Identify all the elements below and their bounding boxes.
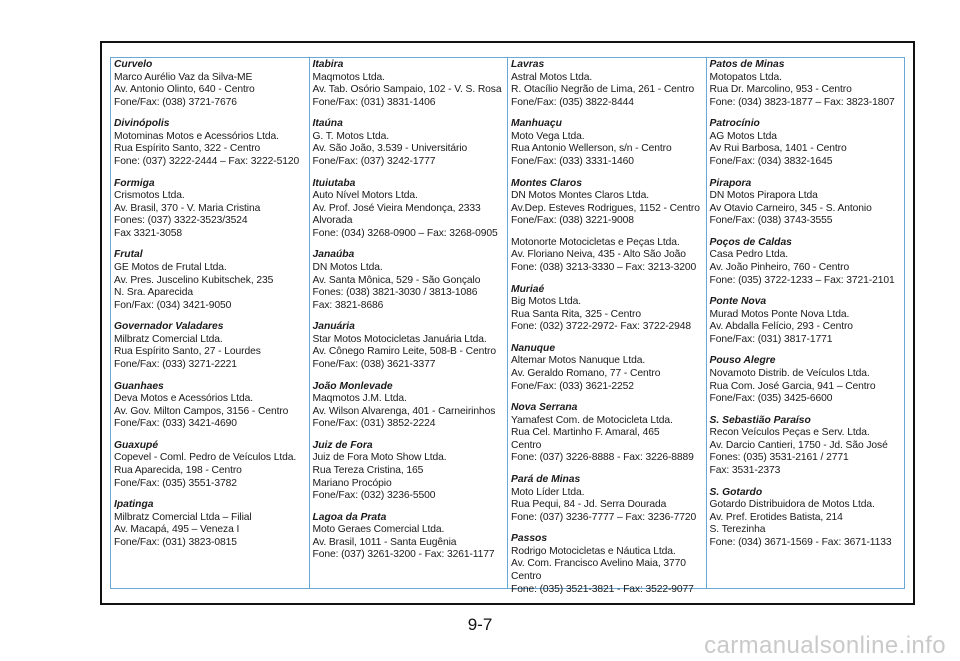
dealer-info-line: Fone/Fax: (032) 3236-5500 bbox=[312, 490, 436, 502]
city-name: Muriaé bbox=[511, 283, 545, 295]
dealer-info-line: Fone: (037) 3236-7777 – Fax: 3236-7720 bbox=[511, 511, 697, 523]
city-name: Ponte Nova bbox=[709, 296, 767, 308]
dealer-info-line: Fone: (032) 3722-2972- Fax: 3722-2948 bbox=[511, 321, 692, 333]
dealer-info-line: Fon/Fax: (034) 3421-9050 bbox=[114, 299, 232, 311]
dealer-info-line: Alvorada bbox=[312, 215, 353, 227]
dealer-info-line: Fone/Fax: (033) 3331-1460 bbox=[511, 155, 634, 167]
dealer-info-line: Astral Motos Ltda. bbox=[511, 71, 593, 83]
dealer-info-line: Av. Pres. Juscelino Kubitschek, 235 bbox=[114, 274, 274, 286]
dealer-entry bbox=[313, 178, 505, 241]
dealer-info-line: Moto Geraes Comercial Ltda. bbox=[312, 524, 445, 536]
dealer-info-line: Fone/Fax: (034) 3832-1645 bbox=[709, 155, 833, 167]
dealer-entry bbox=[114, 118, 306, 168]
dealer-info-line: Motominas Motos e Acessórios Ltda. bbox=[114, 130, 279, 142]
dealer-info-line: DN Motos Pirapora Ltda bbox=[709, 190, 818, 202]
dealer-info-line: Fone: (035) 3722-1233 – Fax: 3721-2101 bbox=[709, 274, 895, 286]
dealer-info-line: Av. Pref. Erotides Batista, 214 bbox=[709, 511, 843, 523]
dealer-info-line: Av. Floriano Neiva, 435 - Alto São João bbox=[511, 249, 686, 261]
dealer-entry bbox=[114, 381, 306, 431]
city-name: Montes Claros bbox=[511, 177, 582, 189]
dealer-info-line: Av. São João, 3.539 - Universitário bbox=[312, 143, 468, 155]
city-name: Frutal bbox=[114, 249, 143, 261]
city-name: Curvelo bbox=[114, 59, 153, 70]
dealer-entry bbox=[313, 321, 505, 371]
dealer-info-line: Fax: 3821-8686 bbox=[312, 299, 384, 311]
dealer-info-line: Yamafest Com. de Motocicleta Ltda. bbox=[511, 414, 673, 426]
dealer-info-line: Moto Líder Ltda. bbox=[511, 486, 585, 498]
watermark: carmanualsonline.info bbox=[704, 632, 946, 659]
dealer-info-line: Fone/Fax: (031) 3852-2224 bbox=[312, 418, 436, 430]
dealer-info-line: Av. Brasil, 1011 - Santa Eugênia bbox=[312, 536, 457, 548]
dealer-info-line: Av Otavio Carneiro, 345 - S. Antonio bbox=[709, 202, 872, 214]
city-name: Ipatinga bbox=[114, 499, 154, 511]
dealer-entry bbox=[114, 321, 306, 371]
dealer-info-line: Rua Espírito Santo, 27 - Lourdes bbox=[114, 346, 261, 358]
dealer-info-line: Fone/Fax: (038) 3721-7676 bbox=[114, 96, 237, 108]
dealer-info-line: Av. Abdalla Felício, 293 - Centro bbox=[709, 321, 853, 333]
dealer-info-line: Mariano Procópio bbox=[312, 477, 392, 489]
dealer-info-line: Motopatos Ltda. bbox=[709, 71, 782, 83]
city-name: S. Sebastião Paraíso bbox=[709, 414, 811, 426]
dealer-info-line: Fone: (035) 3521-3821 - Fax: 3522-9077 bbox=[511, 583, 694, 595]
dealer-entry bbox=[710, 118, 902, 168]
dealer-info-line: Milbratz Comercial Ltda – Filial bbox=[114, 511, 252, 523]
dealer-info-line: Fone: (034) 3823-1877 – Fax: 3823-1807 bbox=[709, 96, 895, 108]
dealer-column bbox=[110, 57, 310, 589]
dealer-info-line: Av. Macapá, 495 – Veneza I bbox=[114, 524, 240, 536]
dealer-info-line: Av. Brasil, 370 - V. Maria Cristina bbox=[114, 202, 261, 214]
dealer-entry bbox=[511, 402, 703, 465]
city-name: Itabira bbox=[312, 59, 344, 70]
dealer-info-line: Fones: (035) 3531-2161 / 2771 bbox=[709, 452, 849, 464]
dealer-info-line: Av. Gov. Milton Campos, 3156 - Centro bbox=[114, 405, 289, 417]
city-name: Governador Valadares bbox=[114, 321, 224, 333]
dealer-info-line: Fone: (034) 3268-0900 – Fax: 3268-0905 bbox=[312, 227, 498, 239]
dealer-entry bbox=[313, 118, 505, 168]
dealer-info-line: Fone/Fax: (033) 3621-2252 bbox=[511, 380, 634, 392]
dealer-info-line: Av.Dep. Esteves Rodrigues, 1152 - Centro bbox=[511, 202, 700, 214]
city-name: Guaxupé bbox=[114, 439, 159, 451]
dealer-info-line: Murad Motos Ponte Nova Ltda. bbox=[709, 308, 850, 320]
dealer-entry bbox=[710, 487, 902, 550]
dealer-info-line: Rua Antonio Wellerson, s/n - Centro bbox=[511, 143, 672, 155]
dealer-info-line: Rua Santa Rita, 325 - Centro bbox=[511, 308, 641, 320]
dealer-column bbox=[706, 57, 906, 589]
dealer-entry bbox=[313, 249, 505, 312]
city-name: Formiga bbox=[114, 177, 155, 189]
dealer-entry bbox=[114, 178, 306, 241]
dealer-entry bbox=[313, 512, 505, 562]
dealer-entry bbox=[313, 440, 505, 503]
dealer-info-line: Moto Vega Ltda. bbox=[511, 130, 585, 142]
dealer-info-line: Fone/Fax: (035) 3425-6600 bbox=[709, 393, 833, 405]
city-name: Patrocínio bbox=[709, 118, 760, 130]
dealer-entry bbox=[313, 59, 505, 109]
dealer-info-line: Fone/Fax: (031) 3823-0815 bbox=[114, 536, 237, 548]
dealer-info-line: Copevel - Coml. Pedro de Veículos Ltda. bbox=[114, 452, 297, 464]
dealer-info-line: Av. Prof. José Vieira Mendonça, 2333 bbox=[312, 202, 481, 214]
dealer-info-line: Novamoto Distrib. de Veículos Ltda. bbox=[709, 367, 870, 379]
dealer-info-line: Av. Cônego Ramiro Leite, 508-B - Centro bbox=[312, 346, 496, 358]
dealer-info-line: Fone: (038) 3213-3330 – Fax: 3213-3200 bbox=[511, 262, 697, 274]
dealer-info-line: Recon Veículos Peças e Serv. Ltda. bbox=[709, 427, 870, 439]
dealer-entry bbox=[710, 296, 902, 346]
dealer-info-line: Rodrigo Motocicletas e Náutica Ltda. bbox=[511, 545, 676, 557]
dealer-info-line: Av Rui Barbosa, 1401 - Centro bbox=[709, 143, 847, 155]
dealer-info-line: Fone/Fax: (035) 3822-8444 bbox=[511, 96, 634, 108]
dealer-info-line: R. Otacílio Negrão de Lima, 261 - Centro bbox=[511, 84, 695, 96]
dealer-info-line: Casa Pedro Ltda. bbox=[709, 249, 789, 261]
dealer-entry bbox=[511, 178, 703, 228]
dealer-entry bbox=[511, 474, 703, 524]
dealer-info-line: Fax: 3531-2373 bbox=[709, 464, 781, 476]
page-frame bbox=[100, 41, 915, 605]
dealer-entry bbox=[710, 59, 902, 109]
dealer-info-line: Fone: (037) 3222-2444 – Fax: 3222-5120 bbox=[114, 155, 300, 167]
dealer-info-line: Fone/Fax: (033) 3421-4690 bbox=[114, 418, 237, 430]
city-name: João Monlevade bbox=[312, 380, 393, 392]
dealer-entry bbox=[511, 59, 703, 109]
dealer-info-line: Fone/Fax: (031) 3831-1406 bbox=[312, 96, 436, 108]
city-name: Divinópolis bbox=[114, 118, 170, 130]
dealer-entry bbox=[710, 355, 902, 405]
dealer-column bbox=[309, 57, 509, 589]
city-name: Ituiutaba bbox=[312, 177, 356, 189]
dealer-info-line: Milbratz Comercial Ltda. bbox=[114, 333, 223, 345]
dealer-info-line: Motonorte Motocicletas e Peças Ltda. bbox=[511, 236, 680, 248]
dealer-info-line: Fone/Fax: (033) 3271-2221 bbox=[114, 359, 237, 370]
city-name: Januária bbox=[312, 321, 355, 333]
dealer-entry bbox=[710, 178, 902, 228]
dealer-info-line: Rua Dr. Marcolino, 953 - Centro bbox=[709, 84, 852, 96]
dealer-info-line: Altemar Motos Nanuque Ltda. bbox=[511, 355, 646, 367]
dealer-entry bbox=[114, 440, 306, 490]
dealer-info-line: Centro bbox=[511, 571, 542, 583]
city-name: Patos de Minas bbox=[709, 59, 785, 70]
dealer-info-line: Auto Nível Motors Ltda. bbox=[312, 190, 418, 202]
city-name: Passos bbox=[511, 533, 548, 545]
city-name: S. Gotardo bbox=[709, 486, 763, 498]
dealer-info-line: Av. Darcio Cantieri, 1750 - Jd. São José bbox=[709, 439, 888, 451]
dealer-info-line: Av. Antonio Olinto, 640 - Centro bbox=[114, 84, 255, 96]
dealer-entry bbox=[710, 415, 902, 478]
dealer-info-line: Star Motos Motocicletas Januária Ltda. bbox=[312, 333, 487, 345]
dealer-info-line: G. T. Motos Ltda. bbox=[312, 130, 390, 142]
dealer-info-line: DN Motos Ltda. bbox=[312, 261, 383, 273]
dealer-info-line: Fone: (037) 3226-8888 - Fax: 3226-8889 bbox=[511, 452, 694, 464]
dealer-entry bbox=[511, 118, 703, 168]
dealer-info-line: Juiz de Fora Moto Show Ltda. bbox=[312, 452, 447, 464]
dealer-info-line: Marco Aurélio Vaz da Silva-ME bbox=[114, 71, 253, 83]
dealer-info-line: Fone/Fax: (035) 3551-3782 bbox=[114, 477, 237, 489]
dealer-info-line: Maqmotos Ltda. bbox=[312, 71, 385, 83]
city-name: Poços de Caldas bbox=[709, 236, 792, 248]
dealer-entry bbox=[511, 237, 703, 275]
dealer-info-line: Fone: (037) 3261-3200 - Fax: 3261-1177 bbox=[312, 549, 495, 561]
dealer-info-line: AG Motos Ltda bbox=[709, 130, 777, 142]
city-name: Nova Serrana bbox=[511, 402, 578, 414]
dealer-info-line: Rua Pequi, 84 - Jd. Serra Dourada bbox=[511, 499, 667, 511]
dealer-column bbox=[507, 57, 707, 595]
dealer-info-line: Fones: (037) 3322-3523/3524 bbox=[114, 215, 248, 227]
dealer-info-line: Av. Tab. Osório Sampaio, 102 - V. S. Rosa bbox=[312, 84, 502, 96]
dealer-info-line: Deva Motos e Acessórios Ltda. bbox=[114, 393, 254, 405]
dealer-info-line: Fone/Fax: (038) 3221-9008 bbox=[511, 215, 634, 227]
dealer-info-line: Rua Tereza Cristina, 165 bbox=[312, 464, 424, 476]
dealer-info-line: Fones: (038) 3821-3030 / 3813-1086 bbox=[312, 287, 478, 299]
dealer-info-line: Fone/Fax: (031) 3817-1771 bbox=[709, 333, 833, 345]
city-name: Pará de Minas bbox=[511, 474, 581, 486]
dealer-info-line: Av. Com. Francisco Avelino Maia, 3770 bbox=[511, 558, 686, 570]
dealer-info-line: Fone/Fax: (038) 3621-3377 bbox=[312, 359, 436, 370]
dealer-entry bbox=[114, 249, 306, 312]
dealer-entry bbox=[313, 381, 505, 431]
dealer-info-line: Av. João Pinheiro, 760 - Centro bbox=[709, 261, 850, 273]
dealer-info-line: Rua Cel. Martinho F. Amaral, 465 bbox=[511, 427, 660, 439]
city-name: Lavras bbox=[511, 59, 545, 70]
dealer-info-line: Av. Santa Mônica, 529 - São Gonçalo bbox=[312, 274, 481, 286]
dealer-info-line: Av. Geraldo Romano, 77 - Centro bbox=[511, 368, 661, 379]
dealer-info-line: Rua Aparecida, 198 - Centro bbox=[114, 464, 242, 476]
dealer-entry bbox=[511, 533, 703, 596]
dealer-info-line: Fone: (034) 3671-1569 - Fax: 3671-1133 bbox=[709, 536, 892, 548]
city-name: Itaúna bbox=[312, 118, 343, 130]
dealer-info-line: Rua Espírito Santo, 322 - Centro bbox=[114, 143, 261, 155]
dealer-info-line: GE Motos de Frutal Ltda. bbox=[114, 261, 227, 273]
dealer-entry bbox=[114, 59, 306, 109]
dealer-info-line: S. Terezinha bbox=[709, 524, 766, 536]
city-name: Lagoa da Prata bbox=[312, 511, 387, 523]
city-name: Pouso Alegre bbox=[709, 355, 776, 367]
dealer-entry bbox=[114, 499, 306, 549]
dealer-info-line: Rua Com. José Garcia, 941 – Centro bbox=[709, 380, 876, 392]
dealer-info-line: Maqmotos J.M. Ltda. bbox=[312, 393, 407, 405]
city-name: Pirapora bbox=[709, 177, 752, 189]
page-number: 9-7 bbox=[467, 615, 493, 634]
city-name: Manhuaçu bbox=[511, 118, 562, 130]
city-name: Janaúba bbox=[312, 249, 355, 261]
dealer-info-line: Gotardo Distribuidora de Motos Ltda. bbox=[709, 499, 875, 511]
city-name: Guanhaes bbox=[114, 380, 164, 392]
dealer-columns bbox=[110, 57, 905, 595]
dealer-info-line: Big Motos Ltda. bbox=[511, 296, 582, 308]
dealer-entry bbox=[710, 237, 902, 287]
dealer-info-line: Fone/Fax: (038) 3743-3555 bbox=[709, 215, 833, 227]
dealer-entry bbox=[511, 343, 703, 393]
dealer-info-line: Av. Wilson Alvarenga, 401 - Carneirinhos bbox=[312, 405, 496, 417]
dealer-info-line: Centro bbox=[511, 439, 542, 451]
city-name: Juiz de Fora bbox=[312, 439, 373, 451]
dealer-info-line: Fone/Fax: (037) 3242-1777 bbox=[312, 155, 436, 167]
dealer-info-line: Fax 3321-3058 bbox=[114, 227, 182, 239]
dealer-entry bbox=[511, 284, 703, 334]
dealer-info-line: Crismotos Ltda. bbox=[114, 190, 185, 202]
city-name: Nanuque bbox=[511, 342, 556, 354]
dealer-info-line: DN Motos Montes Claros Ltda. bbox=[511, 190, 649, 202]
dealer-info-line: N. Sra. Aparecida bbox=[114, 287, 194, 299]
